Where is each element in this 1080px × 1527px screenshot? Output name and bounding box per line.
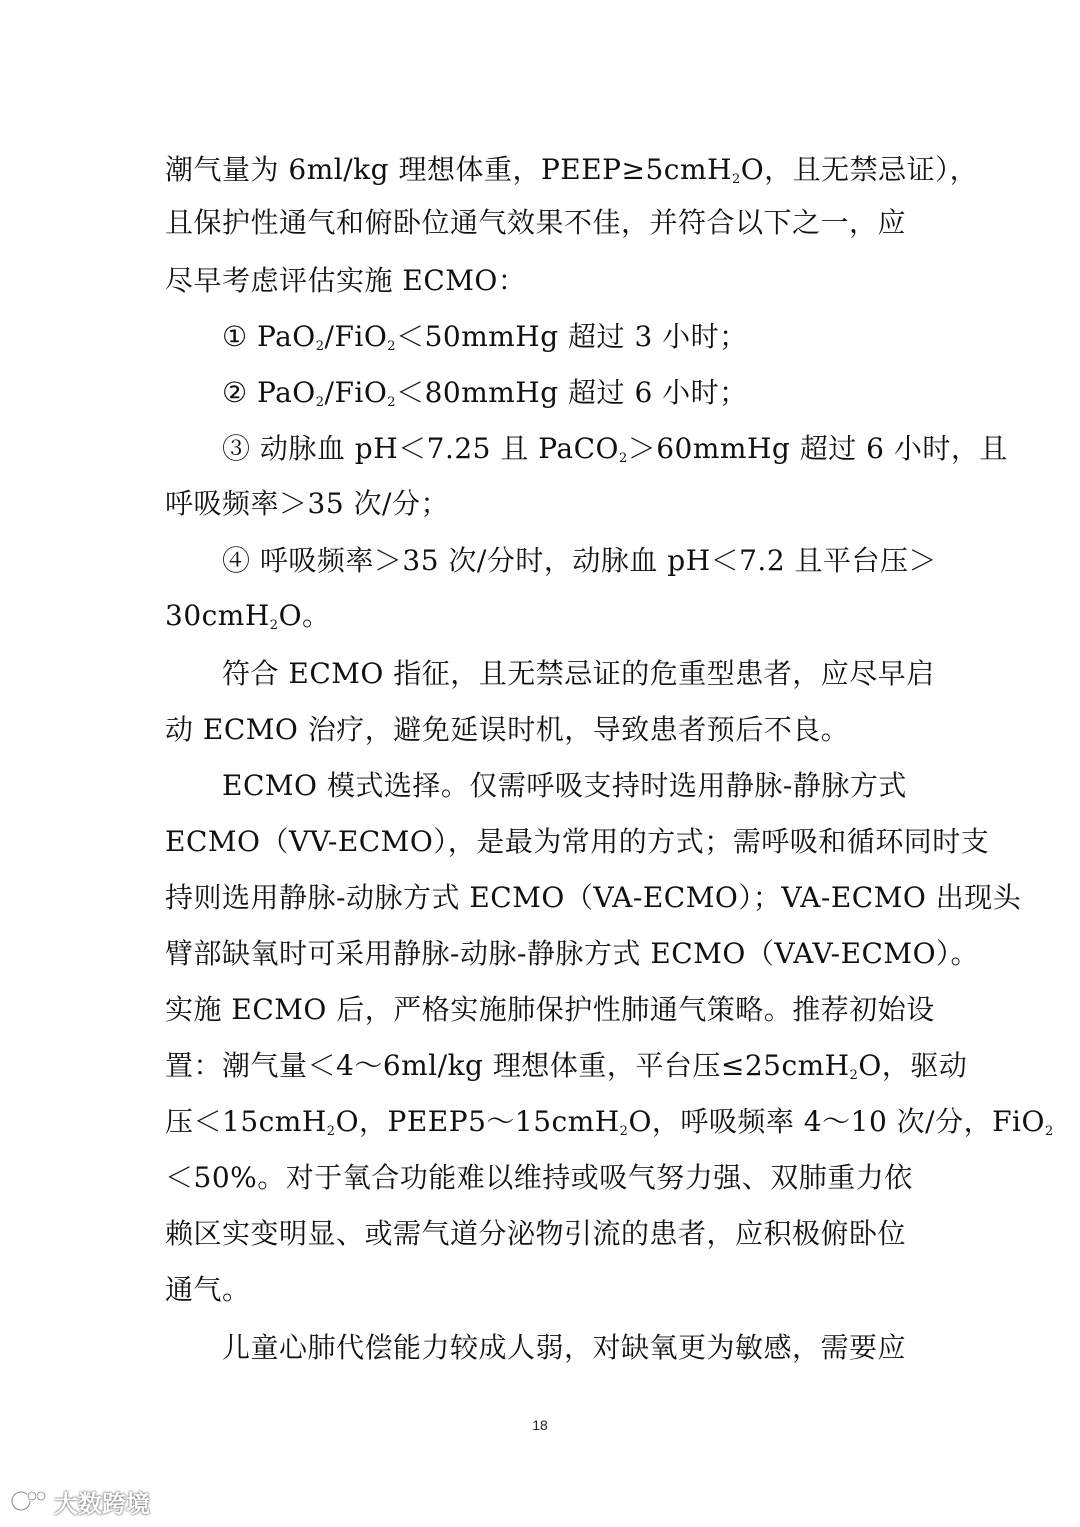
text-line: 臂部缺氧时可采用静脉-动脉-静脉方式 ECMO（VAV-ECMO）。 [165, 937, 980, 970]
paragraph-start: ECMO 模式选择。仅需呼吸支持时选用静脉-静脉方式 [222, 769, 907, 802]
text-line: 30cmH$_2$O。 [165, 599, 331, 633]
text-line: 通气。 [165, 1273, 251, 1306]
watermark-text: 大数跨境 [54, 1489, 150, 1518]
watermark [10, 1486, 150, 1516]
list-item: ③ 动脉血 pH＜7.25 且 PaCO$_2$＞60mmHg 超过 6 小时，且 [222, 432, 1008, 466]
watermark-logo-icon [10, 1488, 50, 1514]
page-number: 18 [532, 1417, 548, 1433]
text-line: 动 ECMO 治疗，避免延误时机，导致患者预后不良。 [165, 713, 850, 746]
text-line: 尽早考虑评估实施 ECMO： [165, 264, 527, 297]
list-item: ④ 呼吸频率＞35 次/分时，动脉血 pH＜7.2 且平台压＞ [222, 544, 938, 577]
list-item: ① PaO$_2$/FiO$_2$＜50mmHg 超过 3 小时； [222, 320, 748, 354]
text-line: 置：潮气量＜4～6ml/kg 理想体重，平台压≤25cmH$_2$O，驱动 [165, 1049, 968, 1083]
text-line: 赖区实变明显、或需气道分泌物引流的患者，应积极俯卧位 [165, 1217, 907, 1250]
list-item: ② PaO$_2$/FiO$_2$＜80mmHg 超过 6 小时； [222, 376, 748, 410]
text-line: 潮气量为 6ml/kg 理想体重，PEEP≥5cmH$_2$O，且无禁忌证）， [165, 153, 979, 187]
text-line: ECMO（VV-ECMO），是最为常用的方式；需呼吸和循环同时支 [165, 825, 990, 858]
text-line: 实施 ECMO 后，严格实施肺保护性肺通气策略。推荐初始设 [165, 993, 935, 1026]
text-line: ＜50%。对于氧合功能难以维持或吸气努力强、双肺重力依 [165, 1161, 913, 1194]
text-line: 持则选用静脉-动脉方式 ECMO（VA-ECMO）；VA-ECMO 出现头 [165, 881, 1022, 914]
paragraph-start: 儿童心肺代偿能力较成人弱，对缺氧更为敏感，需要应 [222, 1331, 907, 1364]
text-line: 呼吸频率＞35 次/分； [165, 487, 449, 520]
paragraph-start: 符合 ECMO 指征，且无禁忌证的危重型患者，应尽早启 [222, 657, 935, 690]
text-line: 压＜15cmH$_2$O，PEEP5～15cmH$_2$O，呼吸频率 4～10 次/分，FiO$_2$ [165, 1105, 1054, 1139]
text-line: 且保护性通气和俯卧位通气效果不佳，并符合以下之一，应 [165, 206, 907, 239]
